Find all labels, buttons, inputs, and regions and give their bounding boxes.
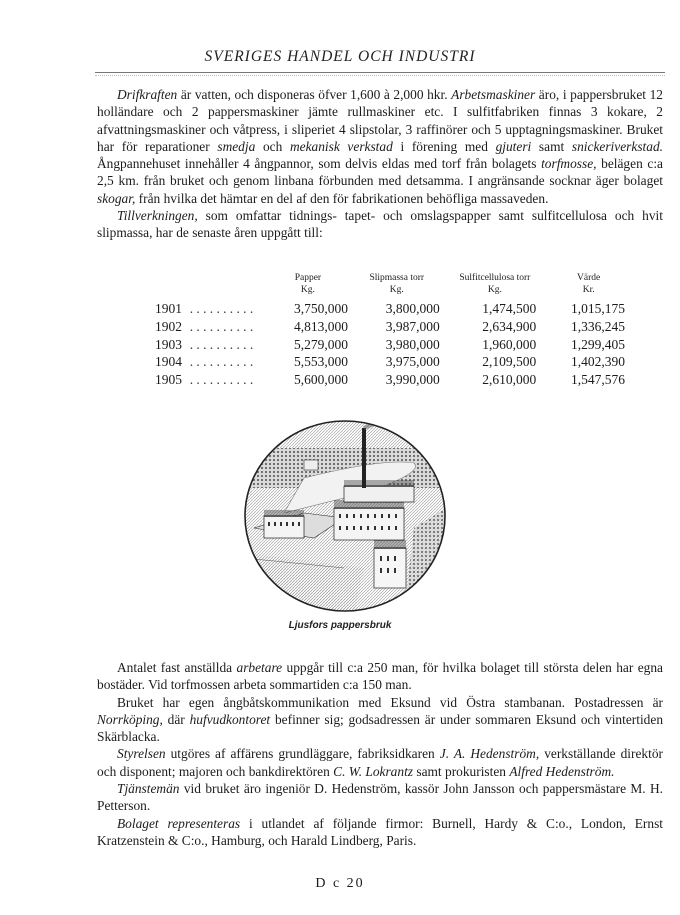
text: är vatten, och disponeras öfver 1,600 à 2,000 hkr.: [177, 87, 452, 102]
table-row: [155, 371, 625, 389]
varde-cell: 1,547,576: [571, 372, 625, 388]
table-row: [155, 318, 625, 336]
header-spacer: [155, 272, 270, 296]
text: uppgår till c:a 250 man, för hvilka bolaget till största delen har egna bostäder. Vid torfmossen arbeta sommartiden c:a 150 man.: [97, 660, 663, 693]
text: där: [162, 711, 190, 727]
sulfit-cell: 2,634,900: [482, 318, 537, 334]
leader-dots: ..........: [189, 354, 257, 370]
header-papper: [270, 272, 346, 296]
year-cell: 1902: [155, 318, 182, 334]
paragraph-arbetare: [97, 659, 663, 694]
term-skogar: skogar,: [97, 190, 136, 206]
text: i förening med: [392, 138, 496, 154]
paragraph-tjansteman: [97, 780, 663, 815]
sulfit-cell: 2,109,500: [482, 354, 537, 370]
paragraph-drifkraften: [97, 86, 663, 207]
varde-cell: 1,402,390: [571, 354, 625, 370]
text: äro, i pappersbruket 12 holländare och 2 pappersmaskiner jämte rullmaskiner etc. I sulfitfabriken finnas 3 kokare, 2 afvattningsmaskiner och våtpress, i sliperiet 4 slipstolar, 3 raffinörer och 5 upptagningsmaskiner. Bruket har för reparationer: [97, 87, 663, 154]
term-tillverkningen: Tillverkningen,: [117, 208, 198, 224]
col-label: Papper: [294, 273, 322, 283]
name-ja-hedenstrom: J. A. Hedenström,: [439, 746, 540, 762]
papper-cell: 4,813,000: [294, 318, 349, 334]
text: verkställande direktör och disponent; majoren och bankdirektören: [97, 746, 663, 779]
term-snickeriverkstad: snickeriverkstad.: [571, 138, 663, 154]
term-bolaget-representeras: Bolaget representeras: [117, 815, 241, 831]
term-smedja: smedja: [217, 138, 256, 154]
header-varde: [538, 272, 625, 296]
slipmassa-cell: 3,990,000: [385, 372, 440, 388]
slipmassa-cell: 3,800,000: [385, 301, 440, 316]
col-unit: Kr.: [582, 285, 595, 295]
text: befinner sig; godsadressen är under sommaren Eksund och vintertiden Skärblacka.: [97, 711, 664, 745]
figure-caption: Ljusfors pappersbruk: [288, 620, 392, 631]
text: och: [255, 138, 290, 154]
intro-section: [97, 86, 663, 242]
company-section: [97, 659, 663, 849]
papper-cell: 5,279,000: [294, 336, 349, 352]
leader-dots: ..........: [189, 336, 257, 352]
header-rule-dotted: [95, 75, 665, 76]
table-row: [155, 300, 625, 318]
table-row: [155, 336, 625, 354]
term-hufvudkontoret: hufvudkontoret: [189, 711, 271, 727]
production-table: [155, 272, 625, 389]
text: som omfattar tidnings- tapet- och omslagspapper samt sulfitcellulosa och hvit slipmassa, har de senaste åren uppgått till:: [97, 208, 663, 241]
year-cell: 1904: [155, 354, 182, 370]
term-arbetsmaskiner: Arbetsmaskiner: [451, 87, 536, 102]
col-unit: Kg.: [389, 285, 404, 295]
term-drifkraften: Drifkraften: [117, 87, 178, 102]
papper-cell: 3,750,000: [294, 301, 349, 316]
term-gjuteri: gjuteri: [495, 138, 532, 154]
year-cell: 1903: [155, 336, 182, 352]
table-header: [155, 272, 625, 296]
name-alfred-hedenstrom: Alfred Hedenström.: [509, 763, 615, 779]
text: utgöres af affärens grundläggare, fabriksidkaren: [165, 746, 440, 762]
page-signature: D c 20: [315, 876, 365, 891]
term-arbetare: arbetare: [236, 660, 283, 675]
sulfit-cell: 2,610,000: [482, 372, 537, 388]
col-label: Sulfitcellulosa torr: [459, 273, 531, 283]
paragraph-styrelsen: [97, 745, 663, 780]
term-norrkoping: Norrköping,: [97, 711, 163, 727]
sulfit-cell: 1,474,500: [482, 301, 537, 316]
col-unit: Kg.: [300, 285, 315, 295]
text: Bruket har egen ångbåtskommunikation med Eksund vid Östra stambanan. Postadressen är: [117, 694, 663, 710]
header-sulfitcellulosa: [437, 272, 538, 296]
term-mekanisk-verkstad: mekanisk verkstad: [289, 138, 393, 154]
name-cw-lokrantz: C. W. Lokrantz: [333, 763, 414, 779]
papper-cell: 5,600,000: [294, 372, 349, 388]
term-tjansteman: Tjänstemän: [117, 781, 180, 797]
varde-cell: 1,336,245: [571, 318, 625, 334]
slipmassa-cell: 3,987,000: [385, 318, 440, 334]
varde-cell: 1,015,175: [571, 301, 625, 316]
text: Ångpannehuset innehåller 4 ångpannor, som delvis eldas med torf från bolagets: [97, 156, 542, 172]
col-unit: Kg.: [487, 285, 502, 295]
header-slipmassa: [346, 272, 437, 296]
leader-dots: ..........: [189, 318, 257, 334]
text: från hvilka det hämtar en del af den för fabrikationen behöfliga massaveden.: [135, 190, 549, 206]
col-label: Slipmassa torr: [369, 273, 425, 283]
running-title: SVERIGES HANDEL OCH INDUSTRI: [204, 48, 476, 65]
table-row: [155, 353, 625, 371]
varde-cell: 1,299,405: [571, 336, 625, 352]
leader-dots: ..........: [189, 372, 257, 388]
paragraph-tillverkningen: [97, 207, 663, 242]
text: belägen c:a 2,5 km. från bruket och genom linbana förbunden med detsamma. I angränsande socknar äger bolaget: [97, 156, 663, 189]
ljusfors-mill-illustration-icon: [244, 418, 446, 614]
term-torfmosse: torfmosse,: [541, 156, 597, 172]
papper-cell: 5,553,000: [294, 354, 349, 370]
paragraph-representeras: [97, 815, 663, 850]
slipmassa-cell: 3,975,000: [385, 354, 440, 370]
term-styrelsen: Styrelsen: [117, 746, 166, 762]
paragraph-bruket: [97, 694, 663, 746]
leader-dots: ..........: [189, 301, 257, 316]
year-cell: 1905: [155, 372, 182, 388]
col-label: Värde: [577, 273, 601, 283]
header-rule: [95, 72, 665, 73]
sulfit-cell: 1,960,000: [482, 336, 537, 352]
text: samt: [531, 138, 572, 154]
slipmassa-cell: 3,980,000: [385, 336, 440, 352]
text: samt prokuristen: [413, 763, 510, 779]
text: Antalet fast anställda: [117, 660, 237, 675]
text: vid bruket äro ingeniör D. Hedenström, kassör John Jansson och pappersmästare M. H. Petterson.: [97, 781, 663, 814]
text: i utlandet af följande firmor: Burnell, Hardy & C:o., London, Ernst Kratzenstein & C:o., Hamburg, och Harald Lindberg, Paris.: [97, 815, 663, 848]
year-cell: 1901: [155, 301, 182, 316]
